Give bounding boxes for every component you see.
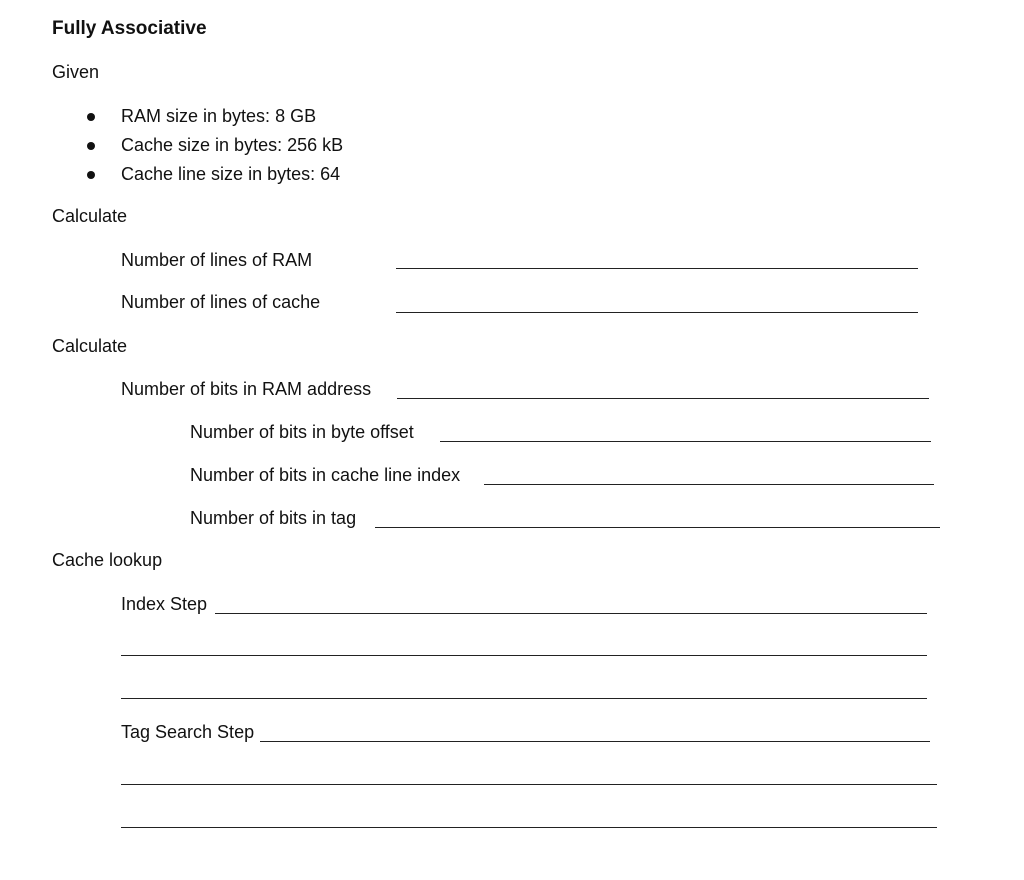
tag-search-answer-line-2[interactable]	[121, 784, 937, 785]
lines-cache-answer-line[interactable]	[396, 312, 918, 313]
bullet-icon	[87, 113, 95, 121]
given-cache-value: 256 kB	[287, 135, 344, 155]
tag-search-answer-line[interactable]	[260, 741, 930, 742]
document-title: Fully Associative	[52, 18, 207, 39]
bits-ram-label: Number of bits in RAM address	[121, 379, 372, 399]
given-cache-size	[121, 135, 343, 156]
lines-cache-label: Number of lines of cache	[121, 292, 321, 312]
cache-lookup-heading: Cache lookup	[52, 550, 163, 570]
given-line-label: Cache line size in bytes:	[121, 164, 316, 184]
bullet-icon	[87, 142, 95, 150]
given-line-size	[121, 164, 340, 185]
given-ram-size	[121, 106, 316, 127]
lines-ram-answer-line[interactable]	[396, 268, 918, 269]
bits-index-label: Number of bits in cache line index	[190, 465, 461, 485]
given-ram-value: 8 GB	[275, 106, 317, 126]
given-line-value: 64	[320, 164, 341, 184]
bits-tag-answer-line[interactable]	[375, 527, 940, 528]
bits-ram-answer-line[interactable]	[397, 398, 929, 399]
bits-index-answer-line[interactable]	[484, 484, 934, 485]
tag-search-step-label: Tag Search Step	[121, 722, 255, 742]
bits-offset-answer-line[interactable]	[440, 441, 931, 442]
calculate-heading-2: Calculate	[52, 336, 128, 356]
tag-search-answer-line-3[interactable]	[121, 827, 937, 828]
index-step-label: Index Step	[121, 594, 208, 614]
given-heading: Given	[52, 62, 100, 82]
lines-ram-label: Number of lines of RAM	[121, 250, 313, 270]
calculate-heading-1: Calculate	[52, 206, 128, 226]
given-cache-label: Cache size in bytes:	[121, 135, 283, 155]
index-step-answer-line-3[interactable]	[121, 698, 927, 699]
index-step-answer-line[interactable]	[215, 613, 927, 614]
index-step-answer-line-2[interactable]	[121, 655, 927, 656]
bits-tag-label: Number of bits in tag	[190, 508, 357, 528]
bullet-icon	[87, 171, 95, 179]
bits-offset-label: Number of bits in byte offset	[190, 422, 414, 442]
given-ram-label: RAM size in bytes:	[121, 106, 271, 126]
